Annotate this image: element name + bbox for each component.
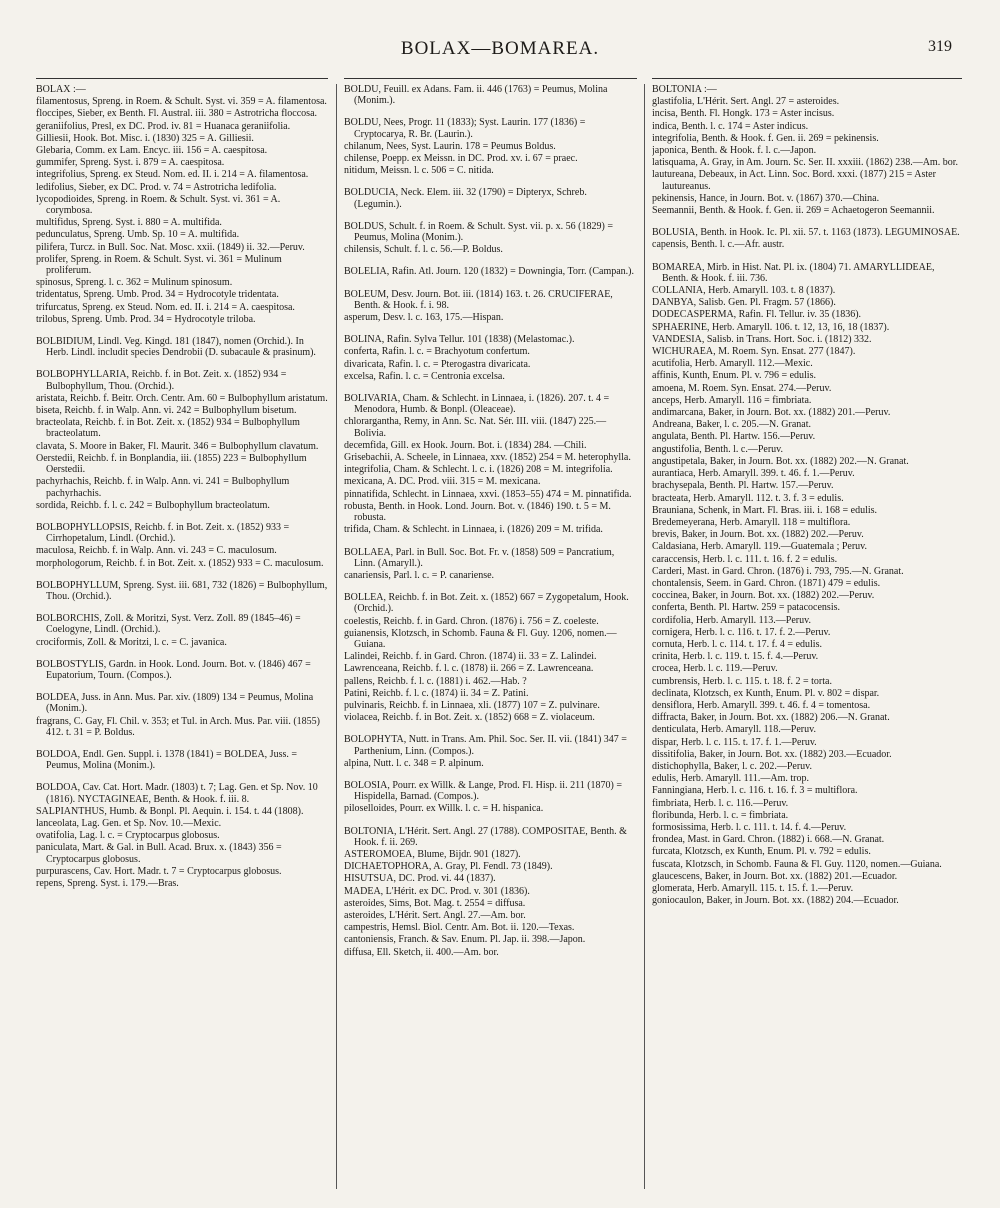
dictionary-entry: edulis, Herb. Amaryll. 111.—Am. trop.: [652, 773, 810, 785]
dictionary-entry: BOLUSIA, Benth. in Hook. Ic. Pl. xii. 57. t. 1163 (1873). LEGUMINOSAE.: [652, 227, 960, 239]
dictionary-entry: bracteolata, Reichb. f. in Bot. Zeit. x. (1852) 934 = Bulbophyllum bracteolatum.: [36, 417, 300, 440]
dictionary-entry: ovatifolia, Lag. l. c. = Cryptocarpus globosus.: [36, 830, 220, 842]
dictionary-entry: coccinea, Baker, in Journ. Bot. xx. (1882) 202.—Peruv.: [652, 590, 875, 602]
dictionary-entry: purpurascens, Cav. Hort. Madr. t. 7 = Cryptocarpus globosus.: [36, 865, 282, 877]
dictionary-entry: conferta, Benth. Pl. Hartw. 259 = patacocensis.: [652, 602, 840, 614]
dictionary-entry: Carderi, Mast. in Gard. Chron. (1876) i. 793, 795.—N. Granat.: [652, 565, 904, 577]
entry-column-2: [344, 84, 637, 1194]
dictionary-entry: Gilliesii, Hook. Bot. Misc. i. (1830) 325 = A. Gilliesii.: [36, 132, 254, 144]
dictionary-entry: BOLDOA, Endl. Gen. Suppl. i. 1378 (1841) = BOLDEA, Juss. = Peumus, Molina (Monim.).: [36, 748, 297, 772]
dictionary-entry: multifidus, Spreng. Syst. i. 880 = A. multifida.: [36, 217, 222, 229]
dictionary-entry: asteroides, Sims, Bot. Mag. t. 2554 = diffusa.: [344, 897, 526, 909]
dictionary-entry: Glebaria, Comm. ex Lam. Encyc. iii. 156 = A. caespitosa.: [36, 145, 268, 157]
dictionary-entry: asperum, Desv. l. c. 163, 175.—Hispan.: [344, 312, 504, 324]
dictionary-entry: Fanningiana, Herb. l. c. 116. t. 16. f. 3 = multiflora.: [652, 785, 858, 797]
dictionary-entry: maculosa, Reichb. f. in Walp. Ann. vi. 243 = C. maculosum.: [36, 545, 277, 557]
dictionary-entry: distichophylla, Baker, l. c. 202.—Peruv.: [652, 760, 813, 772]
dictionary-entry: coelestis, Reichb. f. in Gard. Chron. (1876) i. 756 = Z. coeleste.: [344, 615, 599, 627]
dictionary-entry: morphologorum, Reichb. f. in Bot. Zeit. x. (1852) 933 = C. maculosum.: [36, 557, 324, 569]
header-rule-left: [36, 78, 328, 79]
dictionary-entry: glastifolia, L'Hérit. Sert. Angl. 27 = asteroides.: [652, 96, 840, 108]
dictionary-entry: DODECASPERMA, Rafin. Fl. Tellur. iv. 35 (1836).: [652, 309, 862, 321]
dictionary-entry: conferta, Rafin. l. c. = Brachyotum confertum.: [344, 346, 530, 358]
dictionary-entry: andimarcana, Baker, in Journ. Bot. xx. (1882) 201.—Peruv.: [652, 407, 891, 419]
dictionary-entry: pekinensis, Hance, in Journ. Bot. v. (1867) 370.—China.: [652, 192, 880, 204]
dictionary-entry: lycopodioides, Spreng. in Roem. & Schult. Syst. vi. 361 = A. corymbosa.: [36, 193, 281, 217]
dictionary-entry: lautureana, Debeaux, in Act. Linn. Soc. Bord. xxxi. (1877) 215 = Aster lautureanus.: [652, 169, 936, 192]
dictionary-entry: dispar, Herb. l. c. 115. t. 17. f. 1.—Peruv.: [652, 736, 817, 748]
dictionary-entry: Oerstedii, Reichb. f. in Bonplandia, iii. (1855) 223 = Bulbophyllum Oerstedii.: [36, 452, 307, 476]
dictionary-entry: fragrans, C. Gay, Fl. Chil. v. 353; et Tul. in Arch. Mus. Par. viii. (1855) 412. t. 31 = P. Boldus.: [36, 715, 320, 738]
dictionary-entry: Grisebachii, A. Scheele, in Linnaea, xxv. (1852) 254 = M. heterophylla.: [344, 452, 631, 464]
dictionary-entry: latisquama, A. Gray, in Am. Journ. Sc. Ser. II. xxxiii. (1862) 238.—Am. bor.: [652, 157, 958, 169]
dictionary-entry: Lalindei, Reichb. f. in Gard. Chron. (1874) ii. 33 = Z. Lalindei.: [344, 651, 597, 663]
dictionary-entry: excelsa, Rafin. l. c. = Centronia excelsa.: [344, 370, 505, 382]
dictionary-entry: acutifolia, Herb. Amaryll. 112.—Mexic.: [652, 358, 813, 370]
dictionary-entry: formosissima, Herb. l. c. 111. t. 14. f. 4.—Peruv.: [652, 821, 847, 833]
dictionary-entry: BOLOPHYTA, Nutt. in Trans. Am. Phil. Soc. Ser. II. vii. (1841) 347 = Parthenium, Linn. (Compos.).: [344, 734, 627, 757]
dictionary-entry: capensis, Benth. l. c.—Afr. austr.: [652, 239, 785, 251]
dictionary-entry: SPHAERINE, Herb. Amaryll. 106. t. 12, 13, 16, 18 (1837).: [652, 321, 890, 333]
dictionary-entry: crociformis, Zoll. & Moritzi, l. c. = C. javanica.: [36, 636, 227, 648]
dictionary-entry: BOLDU, Feuill. ex Adans. Fam. ii. 446 (1763) = Peumus, Molina (Monim.).: [344, 84, 608, 107]
dictionary-entry: amoena, M. Roem. Syn. Ensat. 274.—Peruv.: [652, 382, 832, 394]
dictionary-entry: violacea, Reichb. f. in Bot. Zeit. x. (1852) 668 = Z. violaceum.: [344, 712, 595, 724]
dictionary-entry: cumbrensis, Herb. l. c. 115. t. 18. f. 2 = torta.: [652, 675, 832, 687]
dictionary-entry: densiflora, Herb. Amaryll. 399. t. 46. f. 4 = tomentosa.: [652, 699, 871, 711]
dictionary-entry: SALPIANTHUS, Humb. & Bonpl. Pl. Aequin. i. 154. t. 44 (1808).: [36, 805, 304, 817]
dictionary-entry: paniculata, Mart. & Gal. in Bull. Acad. Brux. x. (1843) 356 = Cryptocarpus globosus.: [36, 842, 282, 865]
column-divider: [336, 84, 337, 1189]
dictionary-entry: floccipes, Sieber, ex Benth. Fl. Austral. iii. 380 = Astrotricha floccosa.: [36, 108, 318, 120]
dictionary-entry: Andreana, Baker, l. c. 205.—N. Granat.: [652, 419, 811, 431]
dictionary-entry: cornigera, Herb. l. c. 116. t. 17. f. 2.—Peruv.: [652, 626, 831, 638]
dictionary-entry: glaucescens, Baker, in Journ. Bot. xx. (1882) 201.—Ecuador.: [652, 870, 898, 882]
running-header: [0, 38, 1000, 68]
dictionary-entry: BOLBOSTYLIS, Gardn. in Hook. Lond. Journ. Bot. v. (1846) 467 = Eupatorium, Tourn. (Compos.).: [36, 658, 311, 681]
dictionary-entry: fimbriata, Herb. l. c. 116.—Peruv.: [652, 797, 789, 809]
dictionary-entry: BOLLEA, Reichb. f. in Bot. Zeit. x. (1852) 667 = Zygopetalum, Hook. (Orchid.).: [344, 592, 629, 615]
dictionary-entry: nitidum, Meissn. l. c. 506 = C. nitida.: [344, 165, 494, 177]
dictionary-entry: bracteata, Herb. Amaryll. 112. t. 3. f. 3 = edulis.: [652, 492, 844, 504]
dictionary-entry: pachyrhachis, Reichb. f. in Walp. Ann. vi. 241 = Bulbophyllum pachyrhachis.: [36, 476, 290, 499]
page-number: 319: [928, 38, 952, 55]
dictionary-entry: BOLEUM, Desv. Journ. Bot. iii. (1814) 163. t. 26. CRUCIFERAE, Benth. & Hook. f. i. 98.: [344, 288, 613, 311]
dictionary-entry: integrifolia, Benth. & Hook. f. Gen. ii. 269 = pekinensis.: [652, 132, 879, 144]
dictionary-entry: diffracta, Baker, in Journ. Bot. xx. (1882) 206.—N. Granat.: [652, 712, 890, 724]
dictionary-entry: crinita, Herb. l. c. 119. t. 15. f. 4.—Peruv.: [652, 651, 819, 663]
dictionary-entry: BOLBORCHIS, Zoll. & Moritzi, Syst. Verz. Zoll. 89 (1845–46) = Coelogyne, Lindl. (Orchid.).: [36, 613, 301, 636]
dictionary-entry: BOLTONIA :—: [652, 84, 717, 95]
dictionary-entry: ledifolius, Sieber, ex DC. Prod. v. 74 = Astrotricha ledifolia.: [36, 181, 277, 193]
dictionary-entry: indica, Benth. l. c. 174 = Aster indicus.: [652, 120, 809, 132]
dictionary-entry: BOLDOA, Cav. Cat. Hort. Madr. (1803) t. 7; Lag. Gen. et Sp. Nov. 10 (1816). NYCTAGINEAE, Benth. & Hook. f. iii. 8.: [36, 782, 318, 805]
dictionary-entry: BOMAREA, Mirb. in Hist. Nat. Pl. ix. (1804) 71. AMARYLLIDEAE, Benth. & Hook. f. iii. 736.: [652, 261, 935, 284]
dictionary-entry: clavata, S. Moore in Baker, Fl. Maurit. 346 = Bulbophyllum clavatum.: [36, 440, 319, 452]
dictionary-entry: BOLELIA, Rafin. Atl. Journ. 120 (1832) = Downingia, Torr. (Campan.).: [344, 266, 634, 278]
dictionary-entry: angustifolia, Benth. l. c.—Peruv.: [652, 443, 783, 455]
dictionary-entry: pilosellоides, Pourr. ex Willk. l. c. = H. hispanica.: [344, 803, 544, 815]
dictionary-entry: Caldasiana, Herb. Amaryll. 119.—Guatemala ; Peruv.: [652, 541, 868, 553]
dictionary-entry: chilense, Poepp. ex Meissn. in DC. Prod. xv. i. 67 = praec.: [344, 153, 578, 165]
dictionary-entry: frondea, Mast. in Gard. Chron. (1882) i. 668.—N. Granat.: [652, 834, 885, 846]
dictionary-entry: trifida, Cham. & Schlecht. in Linnaea, i. (1826) 209 = M. trifida.: [344, 524, 603, 536]
entry-column-3: [652, 84, 962, 1194]
dictionary-entry: brevis, Baker, in Journ. Bot. xx. (1882) 202.—Peruv.: [652, 529, 864, 541]
dictionary-entry: chilanum, Nees, Syst. Laurin. 178 = Peumus Boldus.: [344, 140, 556, 152]
dictionary-entry: integrifolia, Cham. & Schlecht. l. c. i. (1826) 208 = M. integrifolia.: [344, 464, 613, 476]
dictionary-entry: angustipetala, Baker, in Journ. Bot. xx. (1882) 202.—N. Granat.: [652, 455, 909, 467]
dictionary-entry: declinata, Klotzsch, ex Kunth, Enum. Pl. v. 802 = dispar.: [652, 687, 880, 699]
dictionary-entry: incisa, Benth. Fl. Hongk. 173 = Aster incisus.: [652, 108, 835, 120]
dictionary-entry: BOLDUS, Schult. f. in Roem. & Schult. Syst. vii. p. x. 56 (1829) = Peumus, Molina (Monim.).: [344, 220, 613, 244]
dictionary-entry: chilensis, Schult. f. l. c. 56.—P. Boldus.: [344, 244, 503, 256]
dictionary-entry: fuscata, Klotzsch, in Schomb. Fauna & Fl. Guy. 1120, nomen.—Guiana.: [652, 858, 942, 870]
dictionary-entry: aristata, Reichb. f. Beitr. Orch. Centr. Am. 60 = Bulbophyllum aristatum.: [36, 392, 328, 404]
header-rule-middle: [344, 78, 637, 79]
dictionary-entry: pulvinaris, Reichb. f. in Linnaea, xli. (1877) 107 = Z. pulvinare.: [344, 699, 600, 711]
dictionary-entry: japonica, Benth. & Hook. f. l. c.—Japon.: [652, 145, 817, 157]
dictionary-entry: BOLDUCIA, Neck. Elem. iii. 32 (1790) = Dipteryx, Schreb. (Legumin.).: [344, 187, 587, 210]
dictionary-entry: BOLDEA, Juss. in Ann. Mus. Par. xiv. (1809) 134 = Peumus, Molina (Monim.).: [36, 692, 314, 715]
dictionary-entry: pilifera, Turcz. in Bull. Soc. Nat. Mosc. xxii. (1849) ii. 32.—Peruv.: [36, 241, 305, 253]
dictionary-entry: sordida, Reichb. f. l. c. 242 = Bulbophyllum bracteolatum.: [36, 499, 270, 511]
dictionary-entry: aurantiaca, Herb. Amaryll. 399. t. 46. f. 1.—Peruv.: [652, 468, 855, 480]
dictionary-entry: filamentosus, Spreng. in Roem. & Schult. Syst. vi. 359 = A. filamentosa.: [36, 96, 327, 108]
dictionary-entry: biseta, Reichb. f. in Walp. Ann. vi. 242 = Bulbophyllum bisetum.: [36, 405, 297, 417]
dictionary-entry: brachysepala, Benth. Pl. Hartw. 157.—Peruv.: [652, 480, 834, 492]
dictionary-entry: divaricata, Rafin. l. c. = Pterogastra divaricata.: [344, 358, 531, 370]
dictionary-entry: COLLANIA, Herb. Amaryll. 103. t. 8 (1837).: [652, 285, 836, 297]
dictionary-entry: alpina, Nutt. l. c. 348 = P. alpinum.: [344, 757, 484, 769]
dictionary-entry: repens, Spreng. Syst. i. 179.—Bras.: [36, 877, 179, 889]
dictionary-entry: angulata, Benth. Pl. Hartw. 156.—Peruv.: [652, 431, 816, 443]
dictionary-entry: floribunda, Herb. l. c. = fimbriata.: [652, 809, 789, 821]
dictionary-entry: affinis, Kunth, Enum. Pl. v. 796 = edulis.: [652, 370, 816, 382]
column-divider: [644, 84, 645, 1189]
dictionary-entry: MADEA, L'Hérit. ex DC. Prod. v. 301 (1836).: [344, 885, 530, 897]
dictionary-entry: caraccensis, Herb. l. c. 111. t. 16. f. 2 = edulis.: [652, 553, 838, 565]
dictionary-entry: integrifolius, Spreng. ex Steud. Nom. ed. II. i. 214 = A. filamentosa.: [36, 169, 309, 181]
page-title: BOLAX—BOMAREA.: [400, 38, 600, 59]
dictionary-entry: diffusa, Ell. Sketch, ii. 400.—Am. bor.: [344, 946, 499, 958]
dictionary-entry: BOLAX :—: [36, 84, 86, 95]
dictionary-entry: BOLBIDIUM, Lindl. Veg. Kingd. 181 (1847), nomen (Orchid.). In Herb. Lindl. includit species Dendrobii (D. subacaule & prasinum).: [36, 336, 316, 359]
dictionary-entry: VANDESIA, Salisb. in Trans. Hort. Soc. i. (1812) 332.: [652, 333, 872, 345]
dictionary-entry: tridentatus, Spreng. Umb. Prod. 34 = Hydrocotyle tridentata.: [36, 289, 279, 301]
dictionary-entry: Brauniana, Schenk, in Mart. Fl. Bras. iii. i. 168 = edulis.: [652, 504, 878, 516]
dictionary-entry: Lawrenceana, Reichb. f. l. c. (1878) ii. 266 = Z. Lawrenceana.: [344, 663, 594, 675]
dictionary-entry: chontalensis, Seem. in Gard. Chron. (1871) 479 = edulis.: [652, 577, 881, 589]
dictionary-entry: campestris, Hemsl. Biol. Centr. Am. Bot. ii. 120.—Texas.: [344, 922, 575, 934]
dictionary-entry: anceps, Herb. Amaryll. 116 = fimbriata.: [652, 394, 812, 406]
header-rule-right: [652, 78, 962, 79]
dictionary-entry: denticulata, Herb. Amaryll. 118.—Peruv.: [652, 724, 816, 736]
dictionary-entry: BOLDU, Nees, Progr. 11 (1833); Syst. Laurin. 177 (1836) = Cryptocarya, R. Br. (Laurin.).: [344, 117, 586, 140]
dictionary-entry: glomerata, Herb. Amaryll. 115. t. 15. f. 1.—Peruv.: [652, 883, 854, 894]
dictionary-entry: Seemannii, Benth. & Hook. f. Gen. ii. 269 = Achaetogeron Seemannii.: [652, 205, 935, 217]
dictionary-entry: BOLTONIA, L'Hérit. Sert. Angl. 27 (1788). COMPOSITAE, Benth. & Hook. f. ii. 269.: [344, 825, 627, 848]
dictionary-entry: cornuta, Herb. l. c. 114. t. 17. f. 4 = edulis.: [652, 638, 822, 650]
dictionary-entry: BOLOSIA, Pourr. ex Willk. & Lange, Prod. Fl. Hisp. ii. 211 (1870) = Hispidella, Barnad. (Compos.).: [344, 779, 623, 803]
dictionary-entry: HISUTSUA, DC. Prod. vi. 44 (1837).: [344, 873, 496, 885]
dictionary-entry: pallens, Reichb. f. l. c. (1881) i. 462.—Hab. ?: [344, 675, 527, 687]
dictionary-entry: spinosus, Spreng. l. c. 362 = Mulinum spinosum.: [36, 277, 233, 289]
dictionary-entry: cordifolia, Herb. Amaryll. 113.—Peruv.: [652, 614, 811, 626]
dictionary-entry: BOLBOPHYLLARIA, Reichb. f. in Bot. Zeit. x. (1852) 934 = Bulbophyllum, Thou. (Orchid.).: [36, 369, 287, 392]
dictionary-entry: BOLBOPHYLLOPSIS, Reichb. f. in Bot. Zeit. x. (1852) 933 = Cirrhopetalum, Lindl. (Orchid.).: [36, 521, 290, 545]
dictionary-entry: prolifer, Spreng. in Roem. & Schult. Syst. vi. 361 = Mulinum proliferum.: [36, 253, 282, 277]
dictionary-entry: decemfida, Gill. ex Hook. Journ. Bot. i. (1834) 284. —Chili.: [344, 439, 587, 451]
entry-column-1: [36, 84, 328, 1194]
dictionary-entry: dissitifolia, Baker, in Journ. Bot. xx. (1882) 203.—Ecuador.: [652, 748, 892, 760]
dictionary-entry: furcata, Klotzsch, ex Kunth, Enum. Pl. v. 792 = edulis.: [652, 846, 871, 858]
dictionary-entry: trilobus, Spreng. Umb. Prod. 34 = Hydrocotyle triloba.: [36, 313, 256, 325]
dictionary-entry: guianensis, Klotzsch, in Schomb. Fauna & Fl. Guy. 1206, nomen.—Guiana.: [344, 627, 617, 650]
dictionary-entry: BOLBOPHYLLUM, Spreng. Syst. iii. 681, 732 (1826) = Bulbophyllum, Thou. (Orchid.).: [36, 579, 328, 602]
dictionary-entry: DICHAETOPHORA, A. Gray, Pl. Fendl. 73 (1849).: [344, 861, 553, 873]
dictionary-entry: chlorarganthа, Remy, in Ann. Sc. Nat. Sér. III. viii. (1847) 225.—Bolivia.: [344, 416, 607, 439]
dictionary-entry: Bredemeyerana, Herb. Amaryll. 118 = multiflora.: [652, 516, 851, 528]
dictionary-entry: pedunculatus, Spreng. Umb. Sp. 10 = A. multifida.: [36, 229, 240, 241]
dictionary-entry: BOLLAEA, Parl. in Bull. Soc. Bot. Fr. v. (1858) 509 = Pancratium, Linn. (Amaryll.).: [344, 546, 615, 569]
dictionary-entry: goniocaulon, Baker, in Journ. Bot. xx. (1882) 204.—Ecuador.: [652, 895, 899, 907]
dictionary-entry: pinnatifida, Schlecht. in Linnaea, xxvi. (1853–55) 474 = M. pinnatifida.: [344, 488, 632, 500]
dictionary-entry: gummifer, Spreng. Syst. i. 879 = A. caespitosa.: [36, 157, 225, 169]
dictionary-entry: BOLINA, Rafin. Sylva Tellur. 101 (1838) (Melastomac.).: [344, 334, 575, 346]
dictionary-entry: DANBYA, Salisb. Gen. Pl. Fragm. 57 (1866).: [652, 297, 836, 309]
dictionary-entry: Patini, Reichb. f. l. c. (1874) ii. 34 = Z. Patini.: [344, 687, 529, 699]
dictionary-entry: WICHURAEA, M. Roem. Syn. Ensat. 277 (1847).: [652, 346, 856, 358]
dictionary-entry: geraniifolius, Presl, ex DC. Prod. iv. 81 = Huanaca geraniifolia.: [36, 120, 291, 132]
dictionary-entry: lanceolata, Lag. Gen. et Sp. Nov. 10.—Mexic.: [36, 817, 222, 829]
dictionary-entry: trifurcatus, Spreng. ex Steud. Nom. ed. II. i. 214 = A. caespitosa.: [36, 301, 295, 313]
dictionary-entry: crocea, Herb. l. c. 119.—Peruv.: [652, 663, 778, 675]
dictionary-entry: ASTEROMOEA, Blume, Bijdr. 901 (1827).: [344, 848, 521, 860]
dictionary-entry: cantoniensis, Franch. & Sav. Enum. Pl. Jap. ii. 398.—Japon.: [344, 934, 586, 946]
dictionary-entry: mexicana, A. DC. Prod. viii. 315 = M. mexicana.: [344, 476, 541, 488]
dictionary-entry: canariensis, Parl. l. c. = P. canariense.: [344, 569, 495, 581]
dictionary-entry: asteroides, L'Hérit. Sert. Angl. 27.—Am. bor.: [344, 909, 526, 921]
dictionary-entry: robusta, Benth. in Hook. Lond. Journ. Bot. v. (1846) 190. t. 5 = M. robusta.: [344, 500, 611, 524]
dictionary-entry: BOLIVARIA, Cham. & Schlecht. in Linnaea, i. (1826). 207. t. 4 = Menodora, Humb. & Bonpl. (Oleaceae).: [344, 393, 610, 416]
